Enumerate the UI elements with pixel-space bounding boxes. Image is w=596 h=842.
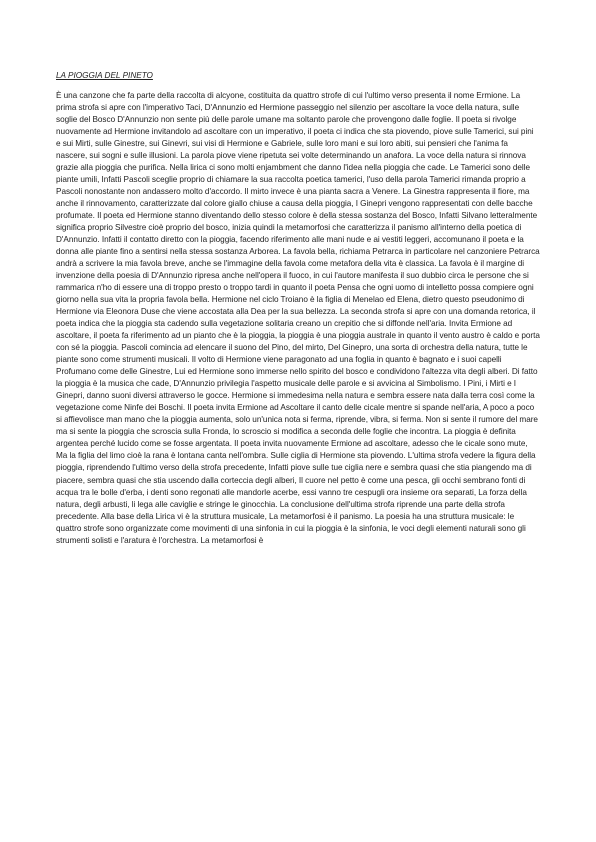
- document-page: [56, 70, 540, 547]
- document-title: LA PIOGGIA DEL PINETO: [56, 71, 153, 80]
- document-body: È una canzone che fa parte della raccolta di alcyone, costituita da quattro strofe di cui l'ultimo verso presenta il nome Ermione. La prima strofa si apre con l'imperativo Taci, D'Annunzio ed Hermione passeggio nel silenzio per ascoltare la voce della natura, sulle soglie del Bosco D'Annunzio non sente più delle parole umane ma soltanto parole che provengono dalle foglie. Il poeta si rivolge nuovamente ad Hermione invitandolo ad ascoltare con un imperativo, il poeta ci indica che sta piovendo, piove sulle Tamerici, sui pini e sui Mirti, sulle Ginestre, sui Ginevri, sui visi di Hermione e Gabriele, sulle loro mani e sui loro abiti, sui pensieri che l'anima fa nascere, sui sogni e sulle illusioni. La parola piove viene ripetuta sei volte determinando un anafora. La voce della natura si rinnova grazie alla pioggia che purifica. Nella lirica ci sono molti enjambment che danno l'idea nella pioggia che cade. Le Tamerici sono delle piante umili, Infatti Pascoli sceglie proprio di chiamare la sua raccolta poetica tamerici, l'uso della parola Tamerici rimanda proprio a Pascoli nonostante non andassero molto d'accordo. Il mirto invece è una pianta sacra a Venere. La Ginestra rappresenta il fiore, ma anche il rinnovamento, caratterizzate dal colore giallo chiuse a causa della pioggia, I Ginepri vengono rappresentati con delle bacche profumate. Il poeta ed Hermione stanno diventando dello stesso colore è della stessa sostanza del Bosco, Infatti Silvano letteralmente significa proprio Silvestre cioè proprio del bosco, inizia quindi la metamorfosi che caratterizza il panismo all'interno della poetica di D'Annunzio. Infatti il contatto diretto con la pioggia, facendo riferimento alle mani nude e ai vestiti leggeri, accomunano il poeta e la donna alle piante fino a sentirsi nella stessa sostanza Arborea. La favola bella, richiama Petrarca in particolare nel canzoniere Petrarca andrà a scrivere la mia favola breve, anche se l'immagine della favola come metafora della vita è classica. La favola è il margine di invenzione della poesia di D'Annunzio ripresa anche nell'opera il fuoco, in cui l'autore manifesta il suo dubbio circa le persone che si rammarica n'ho di essere una di troppo presto o troppo tardi in quanto il poeta Pensa che ogni uomo di intelletto possa compiere ogni giorno nella sua vita la propria favola bella. Hermione nel ciclo Troiano è la figlia di Menelao ed Elena, dietro questo pseudonimo di Hermione via Eleonora Duse che viene accostata alla Dea per la sua bellezza. La seconda strofa si apre con una domanda retorica, il poeta indica che la pioggia sta cadendo sulla vegetazione solitaria creano un crepitio che si diffonde nell'aria. Invita Ermione ad ascoltare, il poeta fa riferimento ad un pianto che è la pioggia, la pioggia è una pioggia australe in quanto il vento austro è caldo e porta con sé la pioggia. Pascoli comincia ad elencare il suono del Pino, del mirto, Del Ginepro, una sorta di orchestra della natura, tutte le piante sono come strumenti musicali. Il volto di Hermione viene paragonato ad una foglia in quanto è bagnato e i suoi capelli Profumano come delle Ginestre, Lui ed Hermione sono immerse nello spirito del bosco e condividono l'altezza vita degli alberi. Di fatto la pioggia è la musica che cade, D'Annunzio privilegia l'aspetto musicale delle parole e si avvicina al Simbolismo. I Pini, i Mirti e I Ginepri, danno suoni diversi attraverso le gocce. Hermione si immedesima nella natura e sembra essere nata dalla terra così come la vegetazione come Ninfe dei Boschi. Il poeta invita Ermione ad Ascoltare il canto delle cicale mentre si spande nell'aria, A poco a poco si affievolisce man mano che la pioggia aumenta, solo un'unica nota si ferma, riprende, vibra, si ferma. Non si sente il rumore del mare ma si sente la pioggia che scroscia sulla Fronda, lo scroscio si modifica a seconda delle foglie che incontra. La pioggia è definita argentea perché lucido come se fosse argentata. Il poeta invita nuovamente Ermione ad ascoltare, adesso che le cicale sono mute, Ma la figlia del limo cioè la rana è lontana canta nell'ombra. Sulle ciglia di Hermione sta piovendo. L'ultima strofa vedere la figura della pioggia, riprendendo l'ultimo verso della strofa precedente, Infatti piove sulle tue ciglia nere e sembra quasi che stia piangendo ma di piacere, sembra quasi che stia uscendo dalla corteccia degli alberi, Il cuore nel petto è come una pesca, gli occhi sembrano fonti di acqua tra le bolle d'erba, i denti sono regonati alle mandorle acerbe, essi vanno tre cespugli ora insieme ora separati, La forza della natura, degli arbusti, li lega alle caviglie e stringe le ginocchia. La conclusione dell'ultima strofa riprende una parte della strofa precedente. Alla base della Lirica vi è la struttura musicale, La metamorfosi è il panismo. La poesia ha una struttura musicale: le quattro strofe sono organizzate come movimenti di una sinfonia in cui la pioggia è la sinfonia, le voci degli elementi naturali sono gli strumenti solisti e l'aratura è l'orchestra. La metamorfosi è: [56, 91, 540, 545]
